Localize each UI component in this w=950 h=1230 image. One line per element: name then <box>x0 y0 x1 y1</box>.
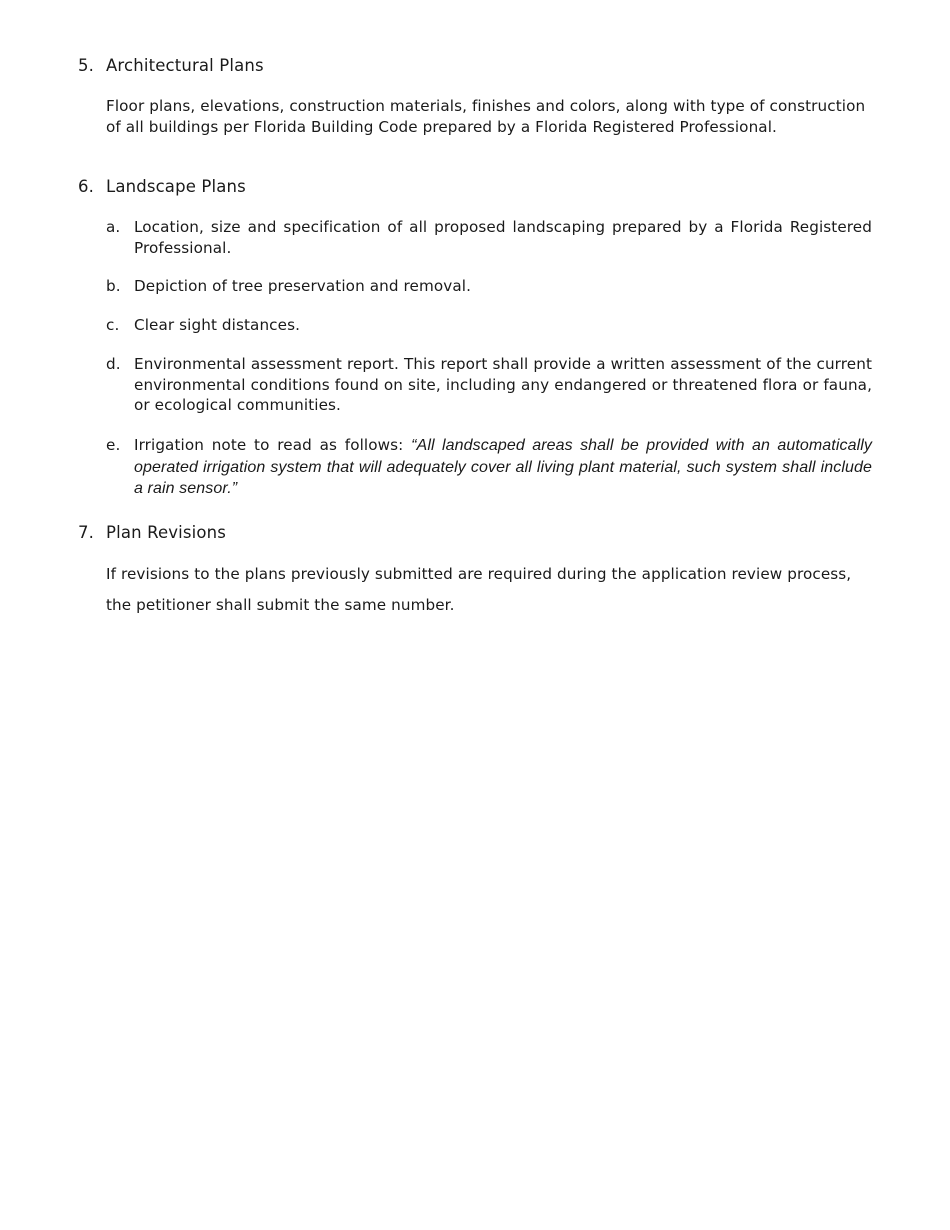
item-text <box>134 435 872 500</box>
section-title: Plan Revisions <box>106 523 227 542</box>
item-intro: Irrigation note to read as follows: <box>134 436 412 454</box>
item-text: Environmental assessment report. This report shall provide a written assessment of the current environmental conditions found on site, including any endangered or threatened flora or fauna, or ecological communities. <box>134 355 872 414</box>
irrigation-quote: “All landscaped areas shall be provided with an automatically operated irrigation system that will adequately cover all living plant material, such system shall include a rain sensor.” <box>134 437 872 497</box>
item-letter: a. <box>106 218 121 236</box>
section-paragraph: Floor plans, elevations, construction materials, finishes and colors, along with type of construction of all buildings per Florida Building Code prepared by a Florida Registered Professional. <box>106 97 866 136</box>
item-letter: e. <box>106 436 121 454</box>
section-number: 5. <box>78 56 95 75</box>
item-letter: b. <box>106 277 121 295</box>
item-letter: d. <box>106 355 121 373</box>
section-number: 6. <box>78 177 95 196</box>
section-title: Architectural Plans <box>106 56 264 75</box>
item-letter: c. <box>106 316 120 334</box>
section-paragraph: If revisions to the plans previously submitted are required during the application review process, the petitioner shall submit the same number. <box>106 565 852 614</box>
item-text: Location, size and specification of all proposed landscaping prepared by a Florida Registered Professional. <box>134 218 872 257</box>
item-text: Depiction of tree preservation and removal. <box>134 277 472 295</box>
section-title: Landscape Plans <box>106 177 246 196</box>
section-number: 7. <box>78 523 95 542</box>
item-text: Clear sight distances. <box>134 316 301 334</box>
